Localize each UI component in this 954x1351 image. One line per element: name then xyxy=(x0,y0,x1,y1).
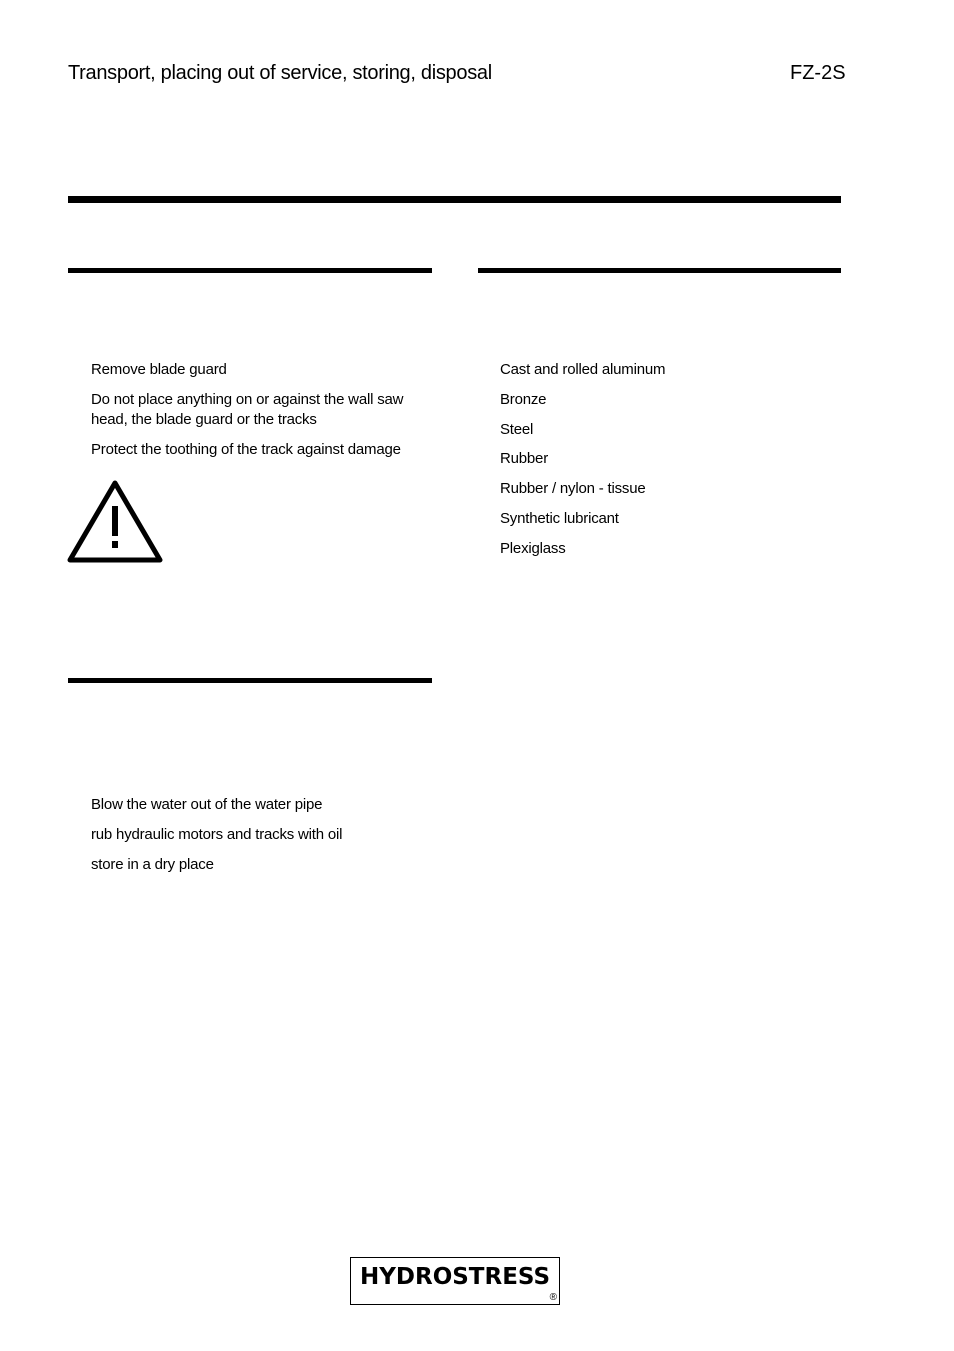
logo-text: HYDROSTRESS xyxy=(359,1264,551,1290)
list-item: store in a dry place xyxy=(91,856,214,873)
list-item: Protect the toothing of the track against damage xyxy=(91,441,401,458)
list-item: Steel xyxy=(500,421,534,438)
registered-mark: ® xyxy=(549,1292,557,1303)
list-item: Rubber / nylon - tissue xyxy=(500,480,646,497)
list-item: rub hydraulic motors and tracks with oil xyxy=(91,826,343,843)
list-item: Bronze xyxy=(500,391,547,408)
transport-section-rule xyxy=(68,268,432,273)
storing-section-rule xyxy=(68,678,432,683)
list-item: Cast and rolled aluminum xyxy=(500,361,666,378)
page-title: Transport, placing out of service, storing, disposal xyxy=(68,62,492,84)
disposal-section-rule xyxy=(478,268,841,273)
list-item: Rubber xyxy=(500,450,548,467)
model-code: FZ-2S xyxy=(790,62,846,84)
list-item: Synthetic lubricant xyxy=(500,510,619,527)
top-rule xyxy=(68,196,841,203)
list-item: Do not place anything on or against the wall saw xyxy=(91,391,404,408)
warning-icon xyxy=(66,478,164,566)
list-item: Blow the water out of the water pipe xyxy=(91,796,323,813)
list-item: Remove blade guard xyxy=(91,361,227,378)
hydrostress-logo xyxy=(350,1257,560,1305)
list-item: Plexiglass xyxy=(500,540,566,557)
list-item: head, the blade guard or the tracks xyxy=(91,411,317,428)
